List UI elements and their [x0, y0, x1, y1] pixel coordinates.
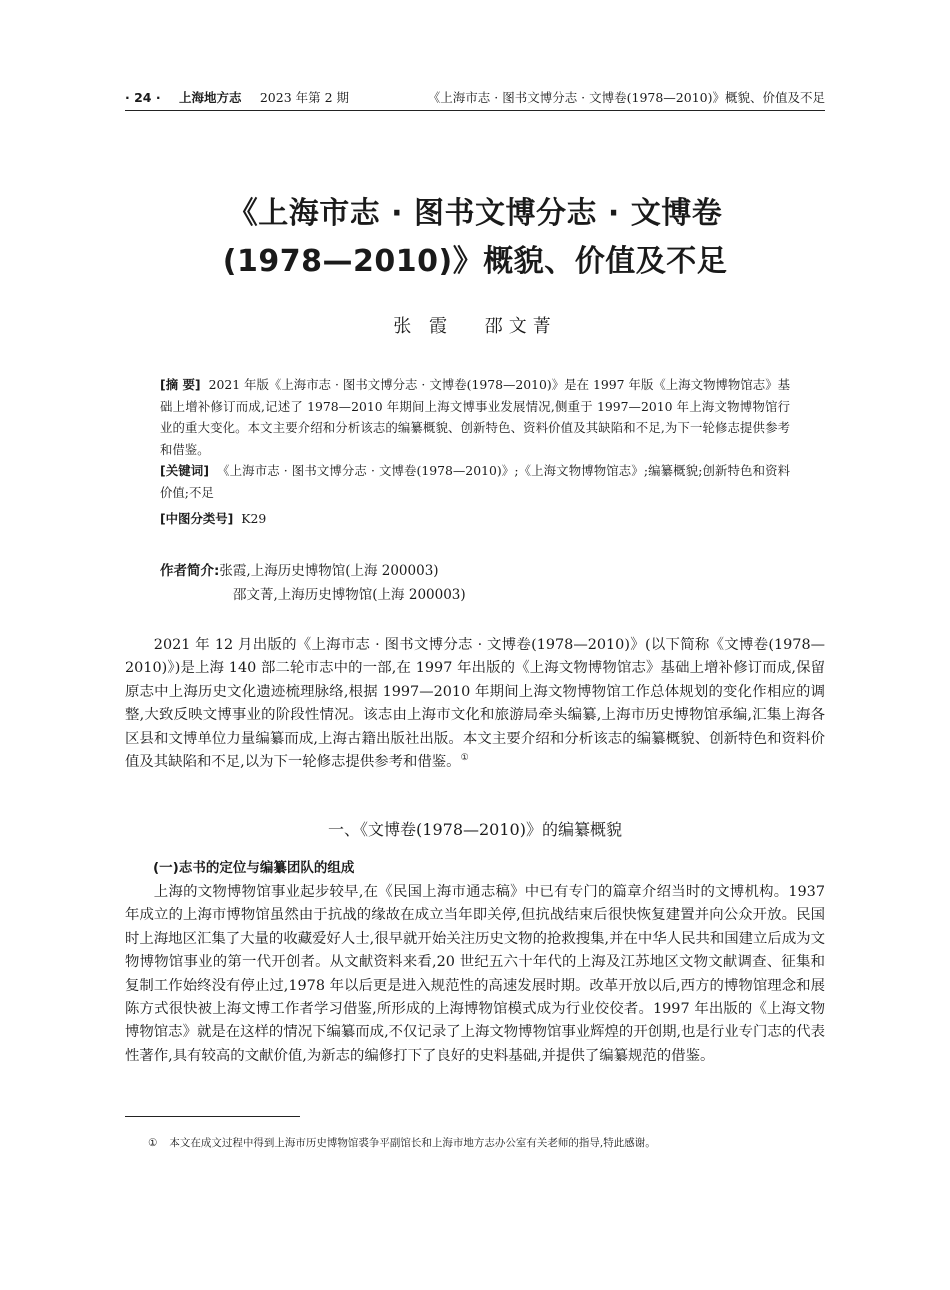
- footnote-text: 本文在成文过程中得到上海市历史博物馆裘争平副馆长和上海市地方志办公室有关老师的指导,特此感谢。: [169, 1137, 656, 1149]
- author-intro: [160, 559, 790, 607]
- footnote-mark: ①: [148, 1137, 158, 1149]
- running-header-left: [125, 88, 363, 108]
- running-header: [125, 88, 825, 111]
- subsection-heading-1: (一)志书的定位与编纂团队的组成: [153, 860, 355, 876]
- abstract: [160, 374, 790, 460]
- title-line-2: (1978—2010)》概貌、价值及不足: [222, 244, 728, 279]
- footnote: [148, 1135, 818, 1151]
- abstract-label: [摘 要]: [160, 377, 201, 392]
- title-line-1: 《上海市志 · 图书文博分志 · 文博卷: [227, 196, 723, 231]
- abstract-text: 2021 年版《上海市志 · 图书文博分志 · 文博卷(1978—2010)》是在 1997 年版《上海文物博物馆志》基础上增补修订而成,记述了 1978—2010 年期间上海文博事业发展情况,侧重于 1997—2010 年上海文物博物馆行业的重大变化。本文主要介绍和分析该志的编纂概貌、创新特色、资料价值及其缺陷和不足,为下一轮修志提供参考和借鉴。: [160, 377, 791, 457]
- author-intro-line-1: 张霞,上海历史博物馆(上海 200003): [219, 563, 439, 579]
- journal-issue: 2023 年第 2 期: [259, 90, 350, 105]
- author-line: [125, 312, 825, 338]
- keywords-text: 《上海市志 · 图书文博分志 · 文博卷(1978—2010)》;《上海文物博物馆志》;编纂概貌;创新特色和资料价值;不足: [160, 463, 791, 500]
- classification-value: K29: [241, 511, 267, 526]
- running-title: 《上海市志 · 图书文博分志 · 文博卷(1978—2010)》概貌、价值及不足: [427, 90, 825, 105]
- article-title: [125, 190, 825, 286]
- author-intro-label: 作者简介:: [160, 563, 220, 579]
- footnote-divider: [125, 1116, 300, 1117]
- keywords-label: [关键词]: [160, 463, 210, 478]
- journal-name: 上海地方志: [178, 90, 242, 105]
- keywords: [160, 460, 790, 503]
- body-paragraph-2: 上海的文物博物馆事业起步较早,在《民国上海市通志稿》中已有专门的篇章介绍当时的文博机构。1937 年成立的上海市博物馆虽然由于抗战的缘故在成立当年即关停,但抗战结束后很快恢复建置并向公众开放。民国时上海地区汇集了大量的收藏爱好人士,很早就开始关注历史文物的抢救搜集,并在中华人民共和国建立后成为文物博物馆事业的第一代开创者。从文献资料来看,20 世纪五六十年代的上海及江苏地区文物文献调查、征集和复制工作始终没有停止过,1978 年以后更是进入规范性的高速发展时期。改革开放以后,西方的博物馆理念和展陈方式很快被上海文博工作者学习借鉴,所形成的上海博物馆模式成为行业佼佼者。1997 年出版的《上海文物博物馆志》就是在这样的情况下编纂而成,不仅记录了上海文物博物馆事业辉煌的开创期,也是行业专门志的代表性著作,具有较高的文献价值,为新志的编修打下了良好的史料基础,并提供了编纂规范的借鉴。: [125, 884, 825, 1064]
- body-paragraph-1: [125, 634, 825, 774]
- footnote-reference[interactable]: ①: [460, 753, 469, 764]
- author-2: 邵文菁: [484, 316, 557, 337]
- classification-label: [中图分类号]: [160, 511, 234, 526]
- paragraph-1-text: 2021 年 12 月出版的《上海市志 · 图书文博分志 · 文博卷(1978—2010)》(以下简称《文博卷(1978—2010)》)是上海 140 部二轮市志中的一部,在 1997 年出版的《上海文物博物馆志》基础上增补修订而成,保留原志中上海历史文化遗迹梳理脉络,根据 1997—2010 年期间上海文物博物馆工作总体规划的变化作相应的调整,大致反映文博事业的阶段性情况。该志由上海市文化和旅游局牵头编纂,上海市历史博物馆承编,汇集上海各区县和文博单位力量编纂而成,上海古籍出版社出版。本文主要介绍和分析该志的编纂概貌、创新特色和资料价值及其缺陷和不足,以为下一轮修志提供参考和借鉴。: [125, 637, 825, 771]
- page-number: · 24 ·: [125, 90, 161, 105]
- author-intro-line-2: 邵文菁,上海历史博物馆(上海 200003): [233, 587, 466, 603]
- section-heading-1: 一、《文博卷(1978—2010)》的编纂概貌: [328, 820, 622, 839]
- author-1: 张 霞: [393, 316, 453, 337]
- classification-number: [160, 508, 790, 530]
